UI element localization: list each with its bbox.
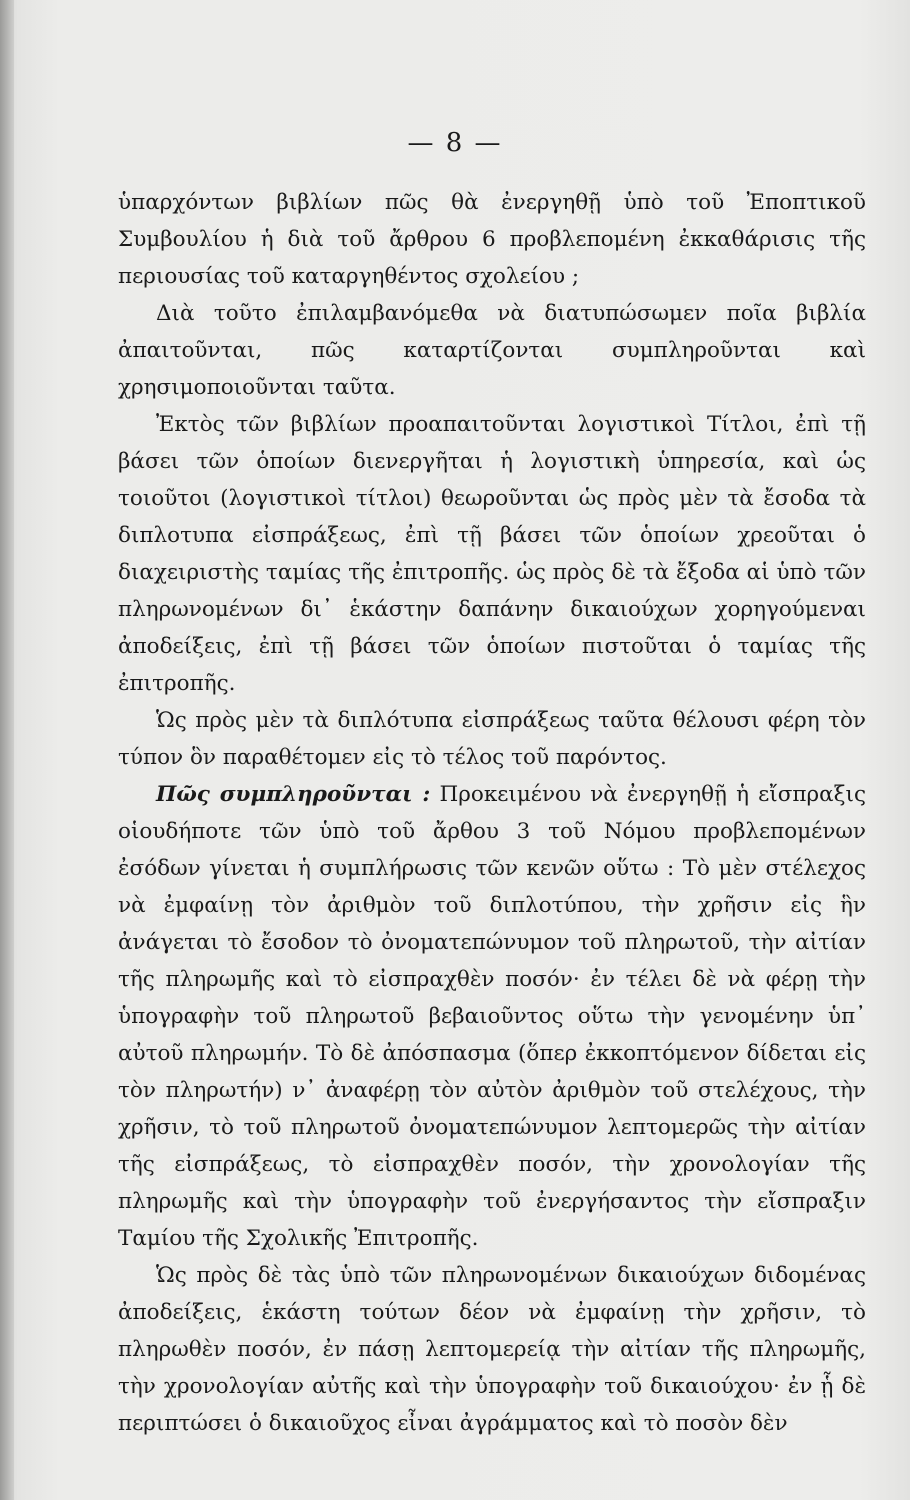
paragraph-2 [118, 295, 866, 406]
paragraph-6 [118, 1257, 866, 1442]
paragraph-5-lead: Πῶς συμπληροῦνται : [156, 782, 431, 807]
paragraph-6-text: Ὡς πρὸς δὲ τὰς ὑπὸ τῶν πληρωνομένων δικαιούχων διδομένας ἀποδείξεις, ἑκάστη τούτων δέον νὰ ἐμφαίνῃ τὴν χρῆσιν, τὸ πληρωθὲν ποσόν, ἐν πάσῃ λεπτομερείᾳ τὴν αἰτίαν τῆς πληρωμῆς, τὴν χρονολογίαν αὐτῆς καὶ τὴν ὑπογραφὴν τοῦ δικαιούχου· ἐν ᾗ δὲ περιπτώσει ὁ δικαιοῦχος εἶναι ἀγράμματος καὶ τὸ ποσὸν δὲν [118, 1263, 866, 1436]
paragraph-2-text: Διὰ τοῦτο ἐπιλαμβανόμεθα νὰ διατυπώσωμεν ποῖα βιβλία ἀπαιτοῦνται, πῶς καταρτίζονται συμπληροῦνται καὶ χρησιμοποιοῦνται ταῦτα. [118, 301, 866, 400]
paragraph-5 [118, 776, 866, 1257]
paragraph-5-text: Προκειμένου νὰ ἐνεργηθῇ ἡ εἴσπραξις οἱουδήποτε τῶν ὑπὸ τοῦ ἄρθου 3 τοῦ Νόμου προβλεπομένων ἐσόδων γίνεται ἡ συμπλήρωσις τῶν κενῶν οὕτω : Τὸ μὲν στέλεχος νὰ ἐμφαίνῃ τὸν ἀριθμὸν τοῦ διπλοτύπου, τὴν χρῆσιν εἰς ἣν ἀνάγεται τὸ ἔσοδον τὸ ὀνοματεπώνυμον τοῦ πληρωτοῦ, τὴν αἰτίαν τῆς πληρωμῆς καὶ τὸ εἰσπραχθὲν ποσόν· ἐν τέλει δὲ νὰ φέρῃ τὴν ὑπογραφὴν τοῦ πληρωτοῦ βεβαιοῦντος οὕτω τὴν γενομένην ὑπ᾽ αὐτοῦ πληρωμήν. Τὸ δὲ ἀπόσπασμα (ὅπερ ἐκκοπτόμενον δίδεται εἰς τὸν πληρωτήν) ν᾽ ἀναφέρῃ τὸν αὐτὸν ἀριθμὸν τοῦ στελέχους, τὴν χρῆσιν, τὸ τοῦ πληρωτοῦ ὀνοματεπώνυμον λεπτομερῶς τὴν αἰτίαν τῆς εἰσπράξεως, τὸ εἰσπραχθὲν ποσόν, τὴν χρονολογίαν τῆς πληρωμῆς καὶ τὴν ὑπογραφὴν τοῦ ἐνεργήσαντος τὴν εἴσπραξιν Ταμίου τῆς Σχολικῆς Ἐπιτροπῆς. [118, 782, 866, 1251]
body-text [118, 184, 866, 1442]
page-number: — 8 — [407, 128, 503, 158]
paragraph-4-text: Ὡς πρὸς μὲν τὰ διπλότυπα εἰσπράξεως ταῦτα θέλουσι φέρη τὸν τύπον ὃν παραθέτομεν εἰς τὸ τέλος τοῦ παρόντος. [118, 708, 866, 770]
paragraph-4 [118, 702, 866, 776]
paragraph-3 [118, 406, 866, 702]
paragraph-3-text: Ἐκτὸς τῶν βιβλίων προαπαιτοῦνται λογιστικοὶ Τίτλοι, ἐπὶ τῇ βάσει τῶν ὁποίων διενεργῆται ἡ λογιστικὴ ὑπηρεσία, καὶ ὡς τοιοῦτοι (λογιστικοὶ τίτλοι) θεωροῦνται ὡς πρὸς μὲν τὰ ἔσοδα τὰ διπλοτυπα εἰσπράξεως, ἐπὶ τῇ βάσει τῶν ὁποίων χρεοῦται ὁ διαχειριστὴς ταμίας τῆς ἐπιτροπῆς. ὡς πρὸς δὲ τὰ ἔξοδα αἱ ὑπὸ τῶν πληρωνομένων δι᾽ ἑκάστην δαπάνην δικαιούχων χορηγούμεναι ἀποδείξεις, ἐπὶ τῇ βάσει τῶν ὁποίων πιστοῦται ὁ ταμίας τῆς ἐπιτροπῆς. [118, 412, 866, 696]
paragraph-1 [118, 184, 866, 295]
paragraph-1-text: ὑπαρχόντων βιβλίων πῶς θὰ ἐνεργηθῇ ὑπὸ τοῦ Ἐποπτικοῦ Συμβουλίου ἡ διὰ τοῦ ἄρθρου 6 προβλεπομένη ἐκκαθάρισις τῆς περιουσίας τοῦ καταργηθέντος σχολείου ; [118, 190, 866, 289]
page-edge-shadow [0, 0, 14, 1500]
